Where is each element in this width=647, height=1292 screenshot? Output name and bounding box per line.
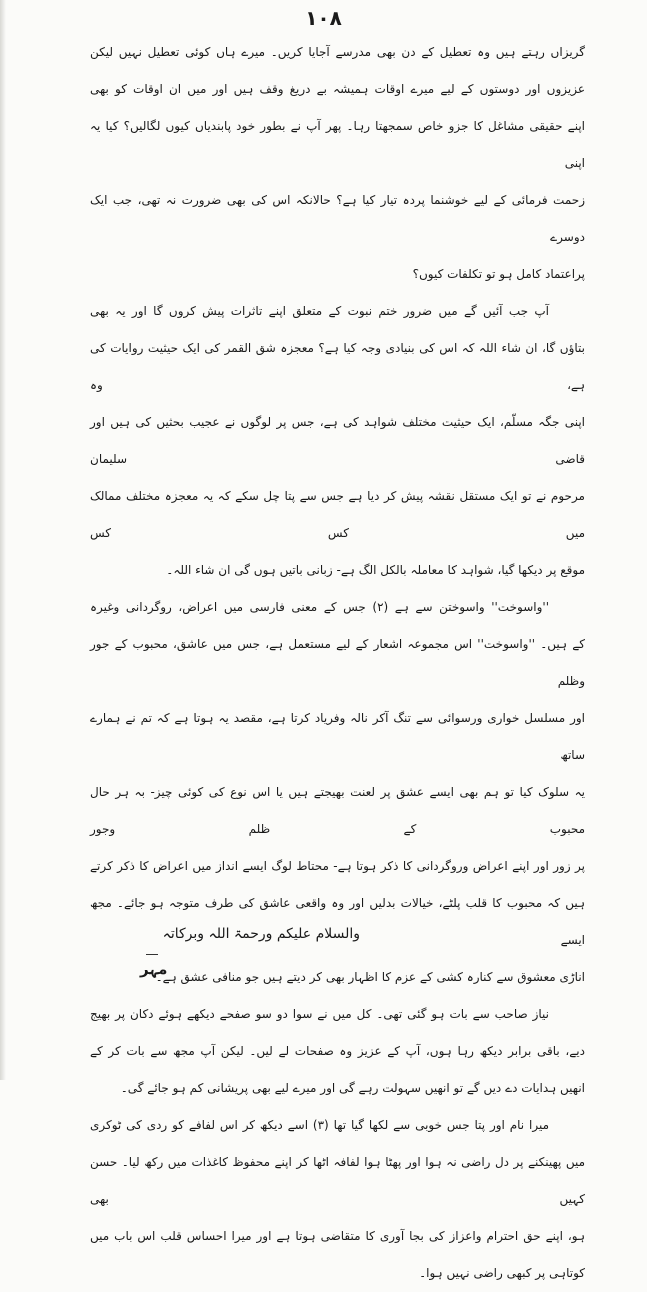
text-line: اناڑی معشوق سے کنارہ کشی کے عزم کا اظہار بھی کر دیتے ہیں جو منافی عشق ہے۔ <box>155 970 585 984</box>
paragraph-start: ''واسوخت'' واسوختن سے ہے (۲) جس کے معنی فارسی میں اعراض، روگردانی وغیرہ <box>90 600 549 614</box>
text-line: زحمت فرمائی کے لیے خوشنما پردہ تیار کیا ہے؟ حالانکہ اس کی بھی ضرورت نہ تھی، جب ایک دوسرے <box>90 193 585 244</box>
closing-salutation: والسلام علیکم ورحمۃ اللہ وبرکاتہ <box>162 926 360 942</box>
text-line: پراعتماد کامل ہو تو تکلفات کیوں؟ <box>412 267 585 281</box>
text-line: پر زور اور اپنے اعراض وروگردانی کا ذکر ہوتا ہے- محتاط لوگ ایسے انداز میں اعراض کا ذکر کرتے <box>90 859 585 873</box>
signature: مہر <box>140 960 168 978</box>
signature-mark <box>146 954 158 955</box>
paragraph-start: نیاز صاحب سے بات ہو گئی تھی۔ کل میں نے سوا دو سو صفحے دیکھے ہوئے دکان پر بھیج <box>90 1007 549 1021</box>
text-line: انھیں ہدایات دے دیں گے تو انھیں سہولت رہے گی اور میرے لیے بھی پریشانی کم ہو جائے گی۔ <box>120 1081 585 1095</box>
text-line: عزیزوں اور دوستوں کے لیے میرے اوقات ہمیشہ بے دریغ وقف ہیں اور میں ان اوقات کو بھی <box>90 82 585 96</box>
page-edge-shadow <box>0 0 6 1080</box>
paragraph-start: میرا نام اور پتا جس خوبی سے لکھا گیا تھا (۳) اسے دیکھ کر اس لفافے کو ردی کی ٹوکری <box>90 1118 550 1132</box>
text-line: گریزاں رہتے ہیں وہ تعطیل کے دن بھی مدرسے آجایا کریں۔ میرے ہاں کوئی تعطیل نہیں لیکن <box>90 45 585 59</box>
text-line: اپنی جگہ مسلّم، ایک حیثیت مختلف شواہد کی ہے، جس پر لوگوں نے عجیب بحثیں کی ہیں اور قاضی سلیمان <box>90 415 585 466</box>
letter-body <box>90 34 585 1292</box>
text-line: ہیں کہ محبوب کا قلب پلٹے، خیالات بدلیں اور وہ واقعی عاشق کی طرف متوجہ ہو جائے۔ مجھ ایسے <box>90 896 585 947</box>
text-line: دیے، باقی برابر دیکھ رہا ہوں، آپ کے عزیز وہ صفحات لے لیں۔ لیکن آپ مجھ سے بات کر کے <box>90 1044 585 1058</box>
text-line: موقع پر دیکھا گیا، شواہد کا معاملہ بالکل الگ ہے- زبانی باتیں ہوں گی ان شاء اللہ۔ <box>166 563 585 577</box>
page-number: ۱۰۸ <box>305 6 342 30</box>
text-line: ہو، اپنے حق احترام واعزاز کی بجا آوری کا متقاضی ہوتا ہے اور میرا احساس قلب اس باب میں <box>90 1229 585 1243</box>
text-line: کوتاہی پر کبھی راضی نہیں ہوا۔ <box>419 1266 585 1280</box>
text-line: اور مسلسل خواری ورسوائی سے تنگ آکر نالہ وفریاد کرتا ہے، مقصد یہ ہوتا ہے کہ تم نے ہمارے ساتھ <box>90 711 585 762</box>
text-line: یہ سلوک کیا تو ہم بھی ایسے عشق پر لعنت بھیجتے ہیں یا اس نوع کی کوئی چیز- بہ ہر حال محبوب کے ظلم وجور <box>90 785 585 836</box>
paragraph-start: آپ جب آئیں گے میں ضرور ختم نبوت کے متعلق اپنے تاثرات پیش کروں گا اور یہ بھی <box>90 304 549 318</box>
text-line: بتاؤں گا، ان شاء اللہ کہ اس کی بنیادی وجہ کیا ہے؟ معجزہ شق القمر کی ایک حیثیت روایات کی ہے، وہ <box>90 341 585 392</box>
text-line: کے ہیں۔ ''واسوخت'' اس مجموعہ اشعار کے لیے مستعمل ہے، جس میں عاشق، محبوب کے جور وظلم <box>90 637 585 688</box>
text-line: مرحوم نے تو ایک مستقل نقشہ پیش کر دیا ہے جس سے پتا چل سکے کہ یہ معجزہ مختلف ممالک میں کس کس <box>90 489 585 540</box>
text-line: اپنے حقیقی مشاغل کا جزو خاص سمجھتا رہا۔ پھر آپ نے بطور خود پابندیاں کیوں لگالیں؟ کیا یہ اپنی <box>90 119 585 170</box>
text-line: میں پھینکنے پر دل راضی نہ ہوا اور پھٹا ہوا لفافہ اٹھا کر اپنے محفوظ کاغذات میں رکھ لیا۔ حسن کہیں بھی <box>90 1155 585 1206</box>
